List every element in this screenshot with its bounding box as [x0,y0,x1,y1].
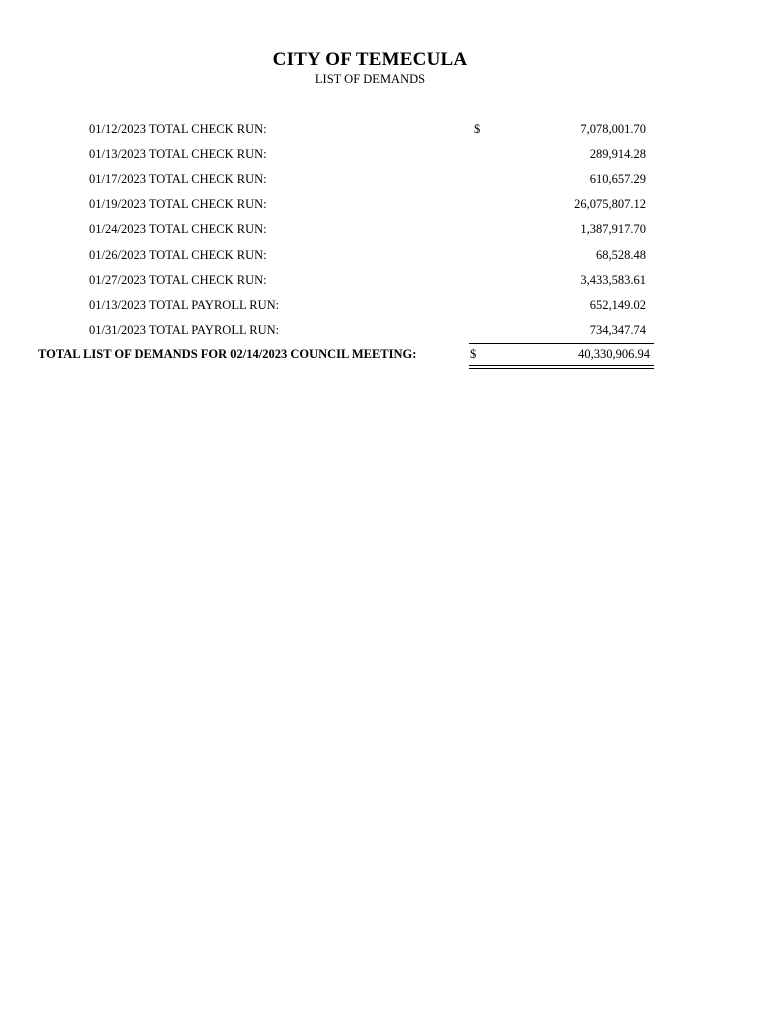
demand-row-amount: 652,149.02 [589,298,646,312]
demand-row [0,271,768,289]
demand-row [0,296,768,314]
demand-row-amount: 68,528.48 [596,248,646,262]
demand-row [0,145,768,163]
demand-row [0,220,768,238]
document-title: CITY OF TEMECULA [272,49,468,70]
demand-row-amount: 7,078,001.70 [580,122,646,136]
demand-row-label: 01/17/2023 TOTAL CHECK RUN: [89,172,267,186]
demand-row-label: 01/12/2023 TOTAL CHECK RUN: [89,122,267,136]
demand-row-amount: 1,387,917.70 [580,222,646,236]
total-double-rule [469,365,654,369]
total-currency: $ [470,347,477,361]
demand-row-label: 01/24/2023 TOTAL CHECK RUN: [89,222,267,236]
demand-row [0,170,768,188]
demand-row-label: 01/31/2023 TOTAL PAYROLL RUN: [89,323,280,337]
demand-row-amount: 289,914.28 [589,147,646,161]
demand-row-label: 01/13/2023 TOTAL CHECK RUN: [89,147,267,161]
demand-row-amount: 3,433,583.61 [580,273,646,287]
demand-row [0,321,768,339]
demand-row-label: 01/13/2023 TOTAL PAYROLL RUN: [89,298,280,312]
demand-row [0,120,768,138]
demand-row-label: 01/26/2023 TOTAL CHECK RUN: [89,248,267,262]
demand-row-amount: 734,347.74 [589,323,646,337]
demand-row-label: 01/19/2023 TOTAL CHECK RUN: [89,197,267,211]
subtotal-rule [469,343,654,344]
demand-row [0,246,768,264]
document-subtitle: LIST OF DEMANDS [314,72,426,86]
demand-row-currency: $ [474,122,481,136]
total-label: TOTAL LIST OF DEMANDS FOR 02/14/2023 COUNCIL MEETING: [38,347,417,361]
total-amount: 40,330,906.94 [578,347,650,361]
demand-row-amount: 26,075,807.12 [574,197,646,211]
demand-row-amount: 610,657.29 [589,172,646,186]
total-row [0,345,768,363]
demand-row-label: 01/27/2023 TOTAL CHECK RUN: [89,273,267,287]
demand-row [0,195,768,213]
